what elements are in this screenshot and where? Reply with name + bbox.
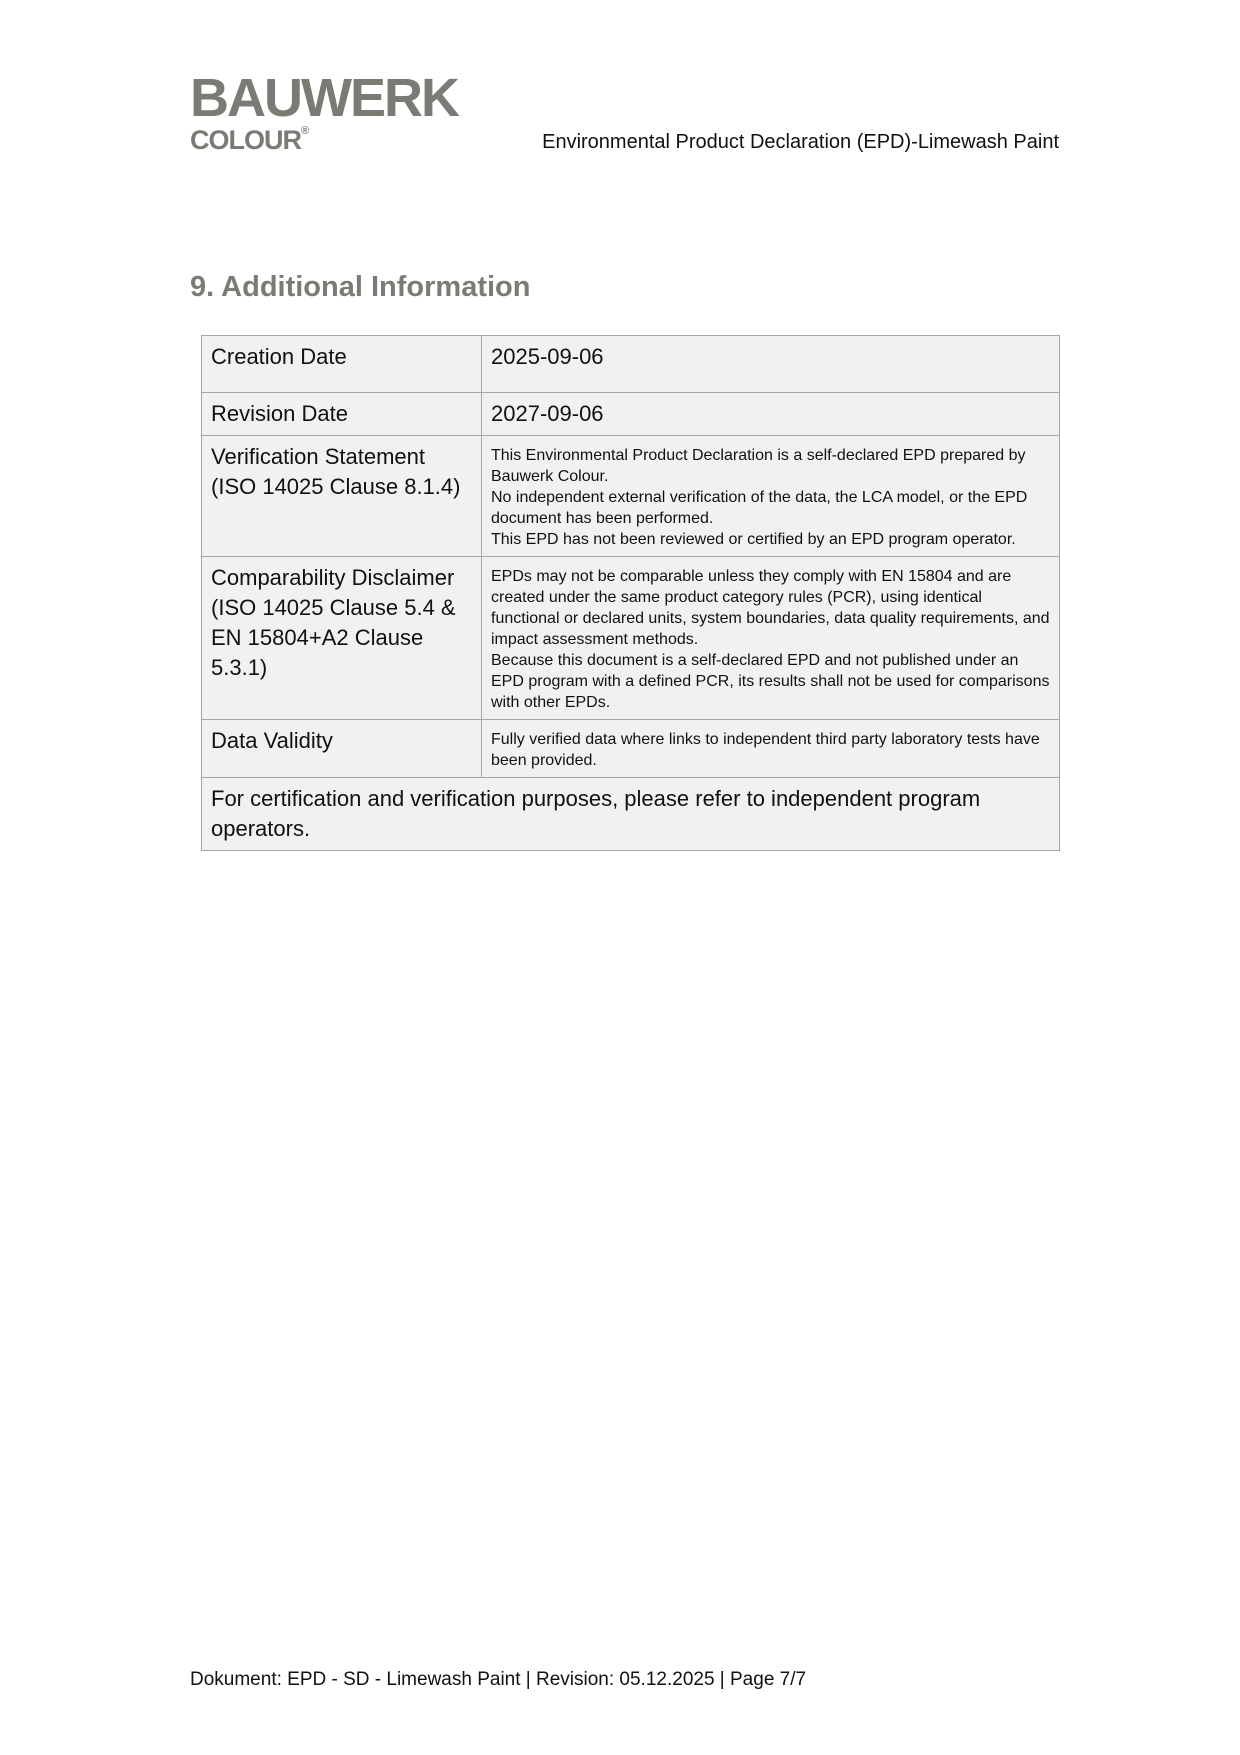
row-label: Revision Date xyxy=(202,393,482,436)
certification-note: For certification and verification purposes, please refer to independent program operators. xyxy=(202,778,1060,851)
page-footer: Dokument: EPD - SD - Limewash Paint | Revision: 05.12.2025 | Page 7/7 xyxy=(190,1669,807,1690)
row-label: Creation Date xyxy=(202,336,482,393)
table-row xyxy=(202,720,1060,778)
row-label xyxy=(202,436,482,557)
value-line: This EPD has not been reviewed or certified by an EPD program operator. xyxy=(491,531,1016,548)
row-value: Fully verified data where links to independent third party laboratory tests have been provided. xyxy=(482,720,1060,778)
row-value xyxy=(482,557,1060,720)
logo-line-1: BAUWERK xyxy=(190,68,458,128)
row-value: 2025-09-06 xyxy=(482,336,1060,393)
row-label: Data Validity xyxy=(202,720,482,778)
row-label: Comparability Disclaimer (ISO 14025 Clause 5.4 & EN 15804+A2 Clause 5.3.1) xyxy=(202,557,482,720)
table-row xyxy=(202,336,1060,393)
registered-mark: ® xyxy=(301,125,310,137)
table-row xyxy=(202,557,1060,720)
table-row xyxy=(202,393,1060,436)
value-line: EPDs may not be comparable unless they comply with EN 15804 and are created under the same product category rules (PCR), using identical functional or declared units, system boundaries, data quality requirements, and impact assessment methods. xyxy=(491,568,1050,648)
logo-line-2 xyxy=(190,126,480,154)
brand-logo xyxy=(190,70,480,154)
table-row xyxy=(202,436,1060,557)
label-line: Verification Statement xyxy=(211,444,426,469)
table-row xyxy=(202,778,1060,851)
value-line: No independent external verification of the data, the LCA model, or the EPD document has been performed. xyxy=(491,489,1028,527)
value-line: Because this document is a self-declared EPD and not published under an EPD program with a defined PCR, its results shall not be used for comparisons with other EPDs. xyxy=(491,652,1050,711)
row-value xyxy=(482,436,1060,557)
row-value: 2027-09-06 xyxy=(482,393,1060,436)
additional-info-table xyxy=(201,335,1060,851)
value-line: This Environmental Product Declaration is a self-declared EPD prepared by Bauwerk Colour. xyxy=(491,447,1026,485)
label-line: (ISO 14025 Clause 8.1.4) xyxy=(211,474,461,499)
section-title: 9. Additional Information xyxy=(190,271,531,303)
logo-colour-text: COLOUR xyxy=(190,125,301,155)
document-title: Environmental Product Declaration (EPD)-Limewash Paint xyxy=(542,131,1059,153)
